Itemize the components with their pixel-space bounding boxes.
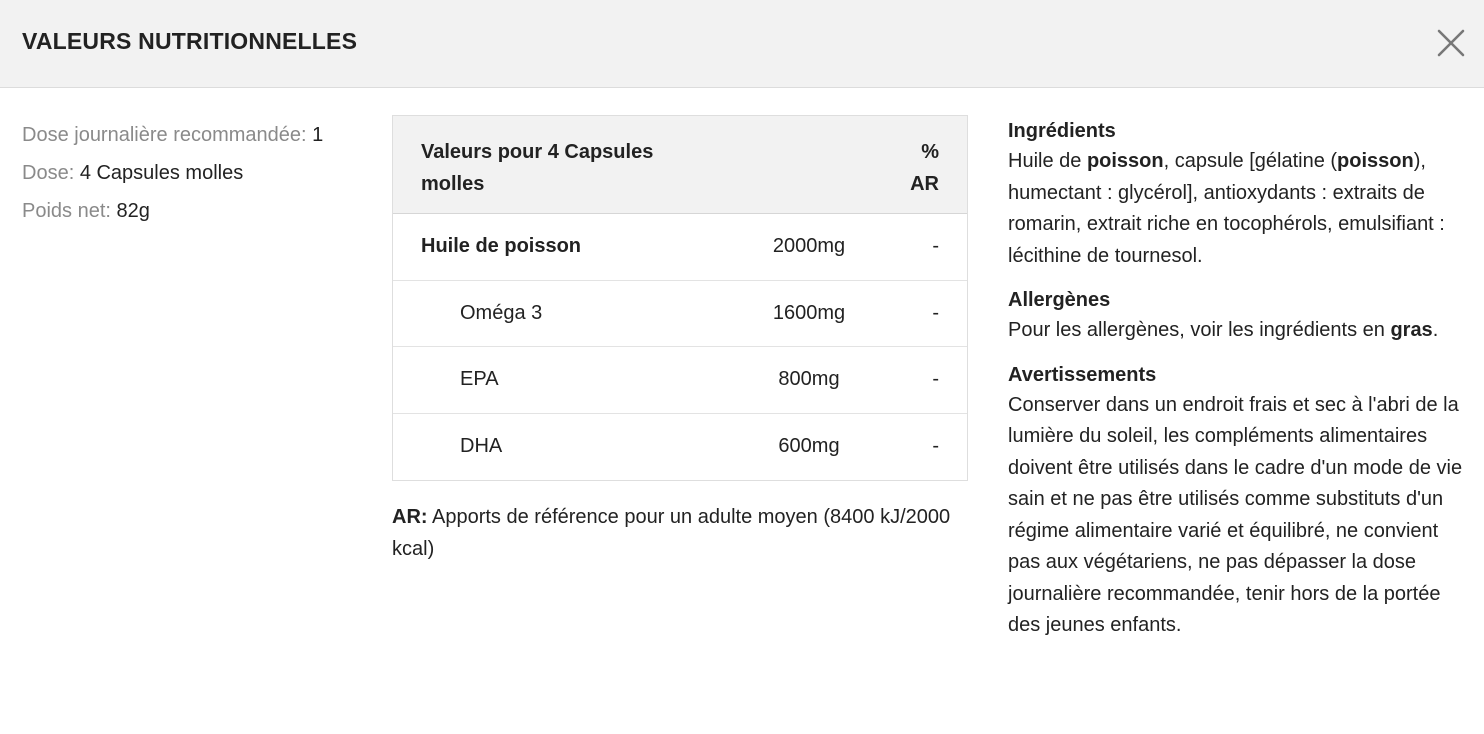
ingredients-text-part: Huile de xyxy=(1008,150,1087,172)
warnings-title: Avertissements xyxy=(1008,363,1157,386)
ar-footnote-text: Apports de référence pour un adulte moyen (8400 kJ/2000 kcal) xyxy=(392,506,951,560)
table-row xyxy=(393,347,967,414)
ingredients-text xyxy=(1008,146,1468,272)
nutrient-ar: - xyxy=(932,235,939,257)
net-weight-value: 82g xyxy=(116,200,150,222)
ingredients-text-part: ), humectant : glycérol], antioxydants : extraits de romarin, extrait riche en tocophérols, emulsifiant : lécithine de tournesol. xyxy=(1008,150,1445,267)
allergens-text-part: Pour les allergènes, voir les ingrédients en xyxy=(1008,319,1391,341)
nutrient-name: Oméga 3 xyxy=(460,301,543,324)
table-row xyxy=(393,281,967,348)
daily-dose-value: 1 xyxy=(312,124,324,146)
table-header xyxy=(393,116,967,214)
nutrient-name: DHA xyxy=(460,434,503,457)
details-column xyxy=(1008,116,1468,655)
allergens-section xyxy=(1008,285,1468,347)
nutrient-name: Huile de poisson xyxy=(421,235,582,257)
nutrient-name: EPA xyxy=(460,368,499,390)
net-weight-line xyxy=(22,192,362,230)
modal-title: VALEURS NUTRITIONNELLES xyxy=(22,28,358,54)
nutrient-ar: - xyxy=(932,368,939,390)
ingredients-allergen: poisson xyxy=(1086,150,1164,172)
warnings-text: Conserver dans un endroit frais et sec à l'abri de la lumière du soleil, les compléments alimentaires doivent être utilisés dans le cadre d'un mode de vie sain et ne pas être utilisés comme substituts d'un régime alimentaire varié et équilibré, ne convient pas aux végétariens, ne pas dépasser la dose journalière recommandée, tenir hors de la portée des jeunes enfants. xyxy=(1008,393,1463,636)
allergens-text xyxy=(1008,315,1468,347)
ingredients-text-part: , capsule [gélatine ( xyxy=(1163,150,1338,172)
table-row xyxy=(393,414,967,481)
close-icon[interactable] xyxy=(1434,26,1468,60)
nutrition-table xyxy=(392,115,968,481)
nutrient-amount: 800mg xyxy=(778,368,840,390)
nutrient-amount: 600mg xyxy=(778,434,840,457)
table-header-serving: Valeurs pour 4 Capsules molles xyxy=(421,141,654,195)
allergens-bold: gras xyxy=(1390,319,1433,341)
nutrient-ar: - xyxy=(932,301,939,324)
ar-footnote xyxy=(392,501,952,565)
nutrient-ar: - xyxy=(932,434,939,457)
allergens-title: Allergènes xyxy=(1008,289,1111,311)
ingredients-allergen: poisson xyxy=(1337,150,1414,172)
ar-footnote-label: AR: xyxy=(392,506,428,528)
modal-header xyxy=(0,0,1484,88)
dose-label: Dose: xyxy=(22,162,75,184)
table-row xyxy=(393,214,967,281)
table-header-ar xyxy=(910,136,939,200)
ingredients-title: Ingrédients xyxy=(1008,120,1116,142)
nutrient-amount: 2000mg xyxy=(772,235,846,257)
daily-dose-line xyxy=(22,116,362,154)
daily-dose-label: Dose journalière recommandée: xyxy=(22,124,307,146)
ingredients-section xyxy=(1008,116,1468,272)
table-header-ar-label: AR xyxy=(910,173,939,195)
product-info xyxy=(22,116,362,230)
dose-line xyxy=(22,154,362,192)
nutrient-amount: 1600mg xyxy=(772,301,846,324)
warnings-section xyxy=(1008,360,1468,642)
allergens-text-part: . xyxy=(1432,319,1439,341)
table-header-percent: % xyxy=(921,141,939,163)
close-button[interactable] xyxy=(1434,26,1468,60)
net-weight-label: Poids net: xyxy=(22,200,111,222)
dose-value: 4 Capsules molles xyxy=(79,162,244,184)
